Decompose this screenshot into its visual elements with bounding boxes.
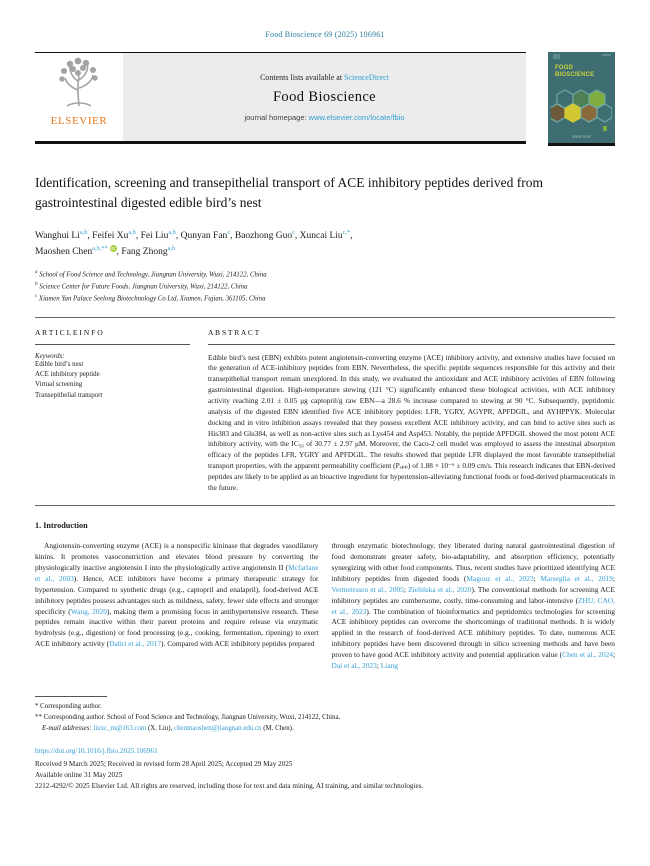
author-name: Wanghui Li — [35, 230, 80, 241]
author — [180, 228, 235, 241]
affiliation-list — [35, 269, 615, 305]
affiliation-text: Xiamen Yan Palace Seelong Biotechnology Co Ltd, Xiamen, Fujian, 361105, China — [37, 295, 266, 303]
keyword: Edible bird’s nest — [35, 360, 84, 368]
elsevier-logo — [35, 53, 123, 141]
author-affil-sup[interactable]: a,b — [167, 244, 176, 252]
cover-decoration — [602, 54, 611, 56]
right-column — [332, 541, 616, 672]
elsevier-tree-icon — [53, 56, 105, 117]
inline-link[interactable]: Daliri et al., 2017 — [109, 639, 162, 649]
author-sep: , — [294, 230, 300, 241]
author-sep: , — [230, 230, 235, 241]
author-affil-sup[interactable]: c — [292, 228, 295, 236]
keyword: Transepithelial transport — [35, 391, 103, 399]
author-affil-sup[interactable]: c,* — [342, 228, 351, 236]
author-name: Maoshen Chen — [35, 247, 93, 257]
inline-text: ). Compared with ACE inhibitory peptides prepared — [161, 639, 315, 649]
cover-title-line1: FOOD — [555, 65, 574, 71]
inline-link[interactable]: ZHU, CAO, et al., 2023 — [331, 595, 615, 616]
inline-text: ; — [403, 584, 409, 594]
author-affil-sup[interactable]: a,b — [168, 228, 176, 236]
affiliation-label: c — [35, 294, 38, 300]
keyword: ACE inhibitory peptide — [35, 370, 100, 378]
doi-link[interactable]: https://doi.org/10.1016/j.fbio.2025.106961 — [35, 747, 158, 756]
introduction-section — [35, 521, 615, 672]
author — [140, 228, 181, 241]
keyword: Virtual screening — [35, 381, 83, 389]
author-sep: , — [175, 230, 181, 241]
inline-text: (M. Chen). — [261, 724, 294, 732]
cover-logo-mark — [603, 126, 607, 131]
inline-text: Angiotensin-converting enzyme (ACE) is a nonspecific kininase that degrades vasodilatory kinins. It promotes vasoconstriction and elevates blood pressure by converting the physiologically inactive angiotensin I into the physiologically active angiotensin II ( — [35, 540, 319, 572]
cover-hexagons-art — [551, 88, 612, 139]
journal-cover-image — [548, 52, 615, 143]
keywords-label: Keywords: — [35, 352, 65, 360]
author-name: Fang Zhong — [121, 247, 168, 257]
received-dates-line — [35, 759, 615, 781]
inline-text: ; — [376, 661, 381, 671]
info-abstract-section — [35, 324, 615, 494]
journal-cover-thumbnail — [548, 52, 615, 146]
inline-link[interactable]: Zielińska et al., 2020 — [408, 584, 472, 594]
affiliation — [35, 293, 615, 305]
author-affil-sup[interactable]: c — [227, 228, 231, 236]
homepage-line — [244, 113, 404, 122]
footnote-emails — [35, 724, 615, 735]
inline-text: ). The combination of bioinformatics and peptidomics technologies for screening ACE inhibitory peptides can overcome the shortcomings of traditional methods. It is widely applied in the research of food-derived ACE inhibitory peptides. To date, numerous ACE inhibitory peptides have been discovered through in silico screening methods and have been proven to have good ACE inhibitory activity and potential application value ( — [331, 606, 615, 660]
cover-underline-bar — [548, 143, 615, 146]
intro-paragraph-right — [332, 541, 616, 672]
section-divider — [35, 505, 615, 506]
inline-link[interactable]: Chen et al., 2024 — [562, 650, 613, 660]
journal-title: Food Bioscience — [272, 88, 377, 105]
abstract-column — [208, 324, 615, 494]
inline-link[interactable]: Magouz et al., 2023 — [466, 573, 534, 583]
running-head-citation: Food Bioscience 69 (2025) 106961 — [265, 30, 385, 39]
intro-paragraph-left — [35, 541, 319, 651]
footnote-corresponding-2: ** Corresponding author. School of Food Science and Technology, Jiangnan University, Wuxi, 214122, China. — [35, 713, 341, 721]
abstract-heading: A B S T R A C T — [208, 327, 260, 337]
section-divider — [35, 317, 615, 318]
inline-link[interactable]: Liang — [380, 661, 399, 671]
author — [234, 228, 300, 241]
author-affil-sup[interactable]: a,b — [128, 228, 136, 236]
journal-header — [35, 52, 615, 146]
doi-link-line — [35, 747, 615, 755]
elsevier-wordmark: ELSEVIER — [50, 115, 108, 127]
article-info-column — [35, 324, 190, 494]
inline-link[interactable]: chenmaoshen@jiangnan.edu.cn — [174, 724, 262, 732]
contents-line — [260, 73, 389, 82]
cover-title-line2: BIOSCIENCE — [555, 71, 595, 78]
inline-link[interactable]: Vermeirssen et al., 2005 — [331, 584, 404, 594]
homepage-label: journal homepage: — [244, 112, 309, 122]
footnotes-section — [35, 696, 615, 734]
inline-link[interactable]: liuxc_m@163.com — [93, 724, 147, 732]
author-name: Xuncai Liu — [299, 230, 343, 241]
author-sep: , — [87, 230, 93, 241]
inline-text: (X. Liu), — [146, 724, 175, 732]
author-affil-sup[interactable]: a,b,** — [92, 244, 108, 252]
journal-header-main — [35, 52, 526, 144]
inline-text: ; — [612, 573, 616, 583]
inline-text: ). The conventional methods for screening ACE inhibitory peptides are cumbersome, costly, time-consuming and labor-intensive ( — [331, 584, 616, 605]
article-title: Identification, screening and transepithelial transport of ACE inhibitory peptides derived from gastrointestinal digested edible bird’s nest — [35, 175, 543, 211]
author-name: Fei Liu — [140, 230, 169, 241]
inline-link[interactable]: Wang, 2020 — [70, 606, 107, 616]
copyright-line: 2212-4292/© 2025 Elsevier Ltd. All rights are reserved, including those for text and data mining, AI training, and similar technologies. — [35, 781, 424, 790]
footnote-corresponding-1: * Corresponding author. — [35, 703, 102, 711]
inline-text: ; — [612, 650, 615, 660]
author-sep: , — [116, 247, 122, 257]
inline-text: ; — [533, 573, 541, 583]
author-name: Qunyan Fan — [180, 230, 228, 241]
introduction-heading: 1. Introduction — [35, 520, 88, 530]
author-list — [35, 228, 605, 261]
inline-text: E-mail addresses: — [42, 724, 94, 732]
author-name: Feifei Xu — [92, 230, 129, 241]
author — [299, 228, 353, 241]
inline-text: ), making them a promising focus in antihypertensive research. These peptides remain inactive within their parent proteins and require release via enzymatic hydrolysis (e.g., digestion) or food processing (e.g., cooking, fermentation, ripening) to exert ACE inhibitory activity ( — [35, 606, 319, 649]
contents-prefix: Contents lists available at — [260, 72, 345, 82]
left-column — [35, 541, 319, 672]
homepage-link[interactable]: www.elsevier.com/locate/fbio — [308, 112, 405, 122]
inline-link[interactable]: Dai et al., 2023 — [331, 661, 377, 671]
author — [35, 244, 122, 257]
author — [92, 228, 141, 241]
affiliation — [35, 269, 615, 281]
cover-title — [555, 65, 594, 78]
inline-text: ). Hence, ACE inhibitors have become a primary therapeutic strategy for hypertension. Compared to synthetic drugs (e.g., captopril and enalapril), food-derived ACE inhibitory peptides possess advantages such as mildness, safety, fewer side effects and stronger specificity ( — [35, 573, 319, 616]
heading-rule — [208, 344, 615, 345]
affiliation — [35, 281, 615, 293]
available-online-text: Available online 31 May 2025 — [35, 771, 123, 780]
orcid-icon[interactable]: iD — [111, 245, 116, 251]
author-sep: , — [350, 230, 353, 241]
affiliation-text: Science Center for Future Foods, Jiangnan University, Wuxi, 214122, China — [37, 283, 248, 291]
sciencedirect-link[interactable]: ScienceDirect — [344, 72, 389, 82]
cover-footer-text: journal cover — [572, 134, 591, 139]
author — [35, 228, 93, 241]
author-sep: , — [135, 230, 141, 241]
received-text: Received 9 March 2025; Received in revised form 28 April 2025; Accepted 29 May 2025 — [35, 760, 293, 769]
affiliation-label: b — [35, 282, 38, 288]
inline-link[interactable]: Mcfarlane et al., 2003 — [35, 562, 319, 583]
article-footer — [35, 747, 615, 790]
article-info-heading: A R T I C L E I N F O — [35, 327, 103, 337]
author-name: Baozhong Guo — [234, 230, 293, 241]
inline-text: through enzymatic biotechnology, they liberated during natural gastrointestinal digestion of food demonstrate greater safety, bio-adaptability, and absorption efficiency, potentially synergizing with other food components. Thus, recent studies have prioritized identifying ACE inhibitory peptides from digested foods ( — [331, 540, 615, 583]
cover-decoration — [553, 54, 560, 59]
author-affil-sup[interactable]: a,b — [79, 228, 88, 236]
footnote-rule — [35, 696, 107, 697]
affiliation-label: a — [35, 270, 38, 276]
affiliation-text: School of Food Science and Technology, Jiangnan University, Wuxi, 214122, China — [37, 271, 267, 279]
heading-rule — [35, 344, 190, 345]
body-columns — [35, 541, 615, 672]
inline-link[interactable]: Marseglia et al., 2019 — [540, 573, 613, 583]
author — [121, 244, 176, 257]
journal-banner — [123, 53, 526, 141]
abstract-text: Edible bird’s nest (EBN) exhibits potent angiotensin-converting enzyme (ACE) inhibitory activity, and extensive studies have focused on the generation of ACE-inhibitory peptides from EBN. Nevertheless, the specific peptide sequences responsible for this activity and their transepithelial transport remain unexplored. In this study, we evaluated the antioxidant and ACE inhibitory activities of EBN following gastrointestinal digestion. High-temperature stewing (121 °C) significantly enhanced these biological activities, with ACE inhibitory activity reaching 2.01 ± 0.05 μg captopril/g raw EBN—a 28.6 % increase compared to stewing at 90 °C. Subsequently, peptidomic analysis of the digested EBN identified five ACE inhibitory peptides: LFR, YGRY, AGYPR, APFDGIL, and AYHPPYK. Molecular docking and in vitro inhibition assays revealed that they possess excellent ACE inhibitory activity, and can bind to active sites such as His383 and Glu384, as well as non-active sites such as Lys454 and Asp453. Notably, the peptide APFDGIL showed the most potent ACE inhibitory activity, with the IC₅₀ of 30.77 ± 2.97 μM. Moreover, the Caco-2 cell model was employed to assess the intestinal absorption efficacy of the peptides LFR, YGRY and APFDGIL. The results showed that peptide LFR displayed the most favorable transepithelial transport properties, with the apparent permeability coefficient (Pₐₚₚ) of 1.88 × 10⁻⁶ ± 0.09 cm/s. This research indicates that EBN-derived peptides are likely to be applied as an bioactive ingredient for hypertension-alleviating functional foods or food-derived pharmaceuticals in the future. — [208, 352, 615, 492]
